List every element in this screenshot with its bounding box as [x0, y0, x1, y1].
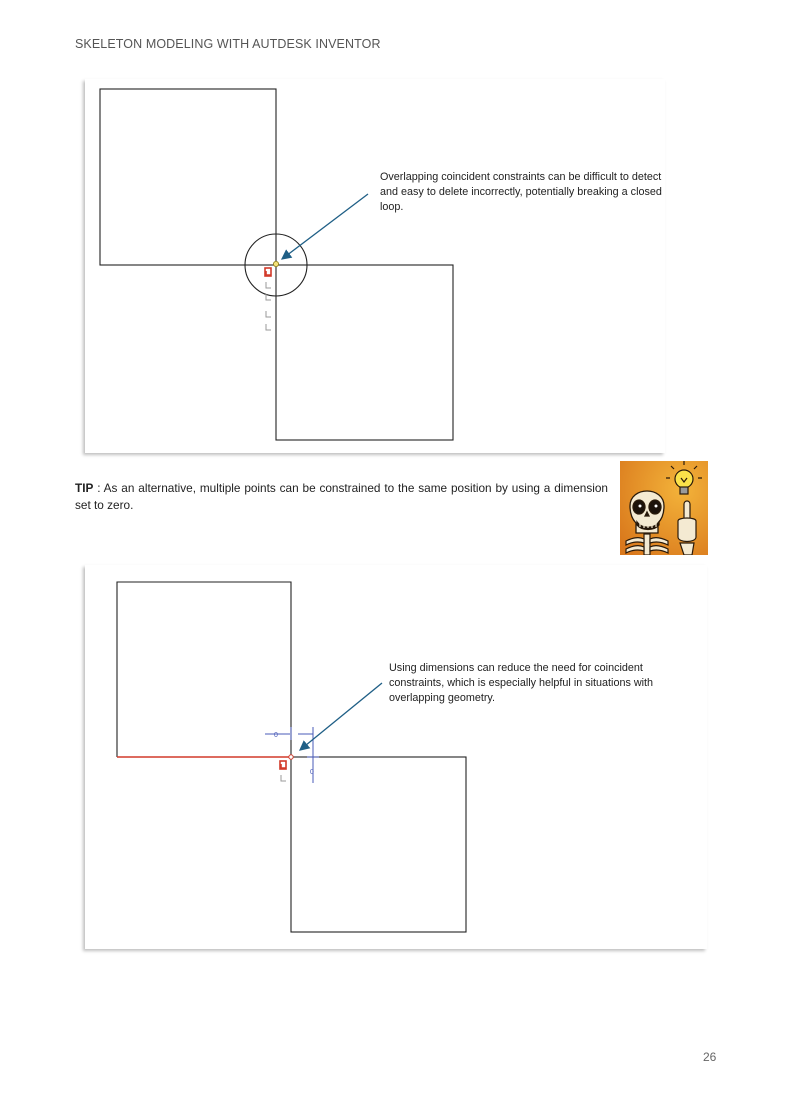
coincident-constraint-icon — [265, 268, 271, 276]
tip-paragraph — [75, 480, 608, 514]
callout-text: Using dimensions can reduce the need for coincident constraints, which is especially helpful in situations with overlapping geometry. — [389, 662, 654, 704]
sketch-canvas-1 — [85, 79, 665, 453]
dimension-vertical — [307, 747, 319, 783]
page-number: 26 — [703, 1050, 717, 1064]
skeleton-lightbulb-icon — [620, 461, 708, 555]
leader-arrow — [282, 194, 368, 259]
figure-dimension-zero — [85, 565, 707, 949]
running-header: SKELETON MODELING WITH AUTDESK INVENTOR — [75, 37, 381, 51]
tip-label: TIP — [75, 481, 94, 495]
dimension-vertical-value[interactable]: 0 — [310, 769, 314, 776]
sketch-square-top-left — [117, 582, 291, 757]
tip-text: : As an alternative, multiple points can be constrained to the same position by using a dimension set to zero. — [75, 481, 608, 512]
callout-text: Overlapping coincident constraints can be difficult to detect and easy to delete incorrectly, potentially breaking a closed loop. — [380, 171, 662, 213]
figure-overlapping-coincident — [85, 79, 665, 453]
dimension-horizontal — [265, 727, 313, 757]
coincident-constraint-icon — [266, 282, 271, 330]
sketch-canvas-2 — [85, 565, 707, 949]
coincident-constraint-icon — [281, 775, 286, 781]
sketch-square-top-left — [100, 89, 276, 265]
coincident-constraint-icon — [280, 761, 286, 769]
leader-arrow — [300, 683, 382, 750]
sketch-square-bottom-right — [276, 265, 453, 440]
coincident-point — [289, 755, 293, 759]
coincident-point — [273, 261, 278, 266]
dimension-horizontal-value[interactable]: 0 — [274, 732, 278, 739]
sketch-square-bottom-right — [291, 757, 466, 932]
